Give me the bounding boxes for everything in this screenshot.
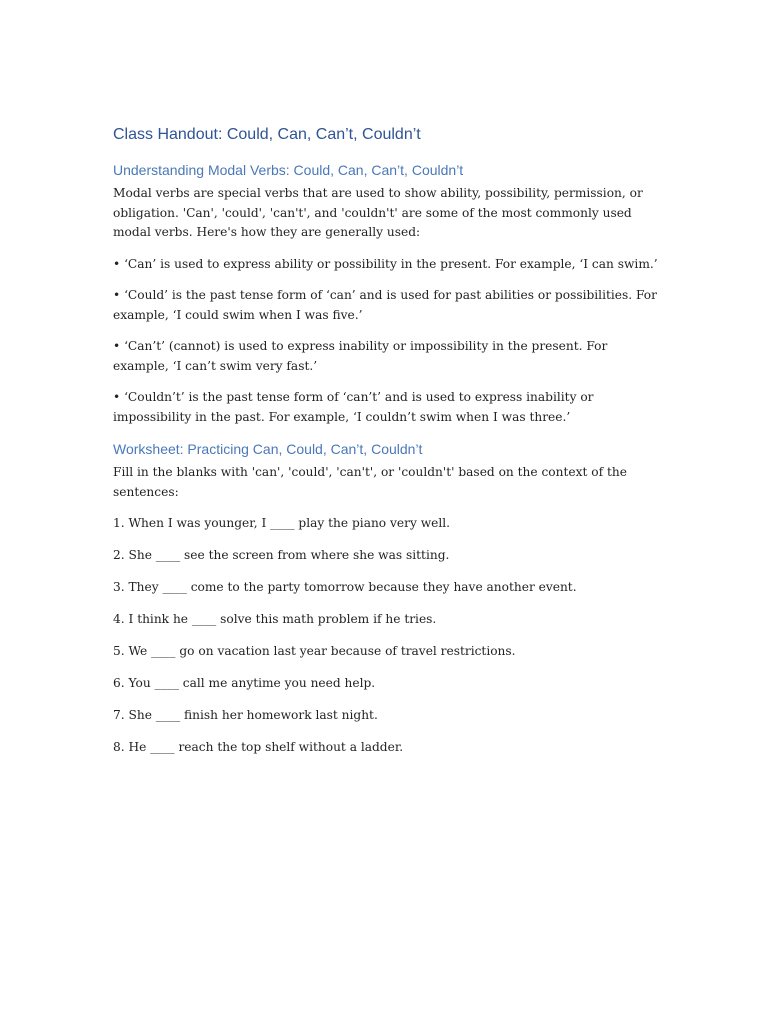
document-page	[113, 124, 658, 770]
worksheet-item: 3. They ____ come to the party tomorrow because they have another event.	[113, 580, 577, 594]
bullet-can: • ‘Can’ is used to express ability or possibility in the present. For example, ‘I can swim.’	[113, 256, 658, 271]
intro-paragraph: Modal verbs are special verbs that are used to show ability, possibility, permission, or obligation. 'Can', 'could', 'can't', and 'couldn't' are some of the most commonly used modal verbs. Here's how they are generally used:	[113, 186, 643, 239]
section-heading-worksheet: Worksheet: Practicing Can, Could, Can’t, Couldn’t	[113, 441, 423, 457]
worksheet-item: 4. I think he ____ solve this math problem if he tries.	[113, 612, 437, 626]
worksheet-item: 1. When I was younger, I ____ play the piano very well.	[113, 516, 451, 530]
bullet-cant: • ‘Can’t’ (cannot) is used to express inability or impossibility in the present. For example, ‘I can’t swim very fast.’	[113, 339, 608, 373]
bullet-couldnt: • ‘Couldn’t’ is the past tense form of ‘can’t’ and is used to express inability or impossibility in the past. For example, ‘I couldn’t swim when I was three.’	[113, 390, 594, 424]
document-title: Class Handout: Could, Can, Can’t, Couldn’t	[113, 126, 421, 143]
worksheet-instructions: Fill in the blanks with 'can', 'could', 'can't', or 'couldn't' based on the context of the sentences:	[113, 465, 627, 499]
worksheet-item: 2. She ____ see the screen from where she was sitting.	[113, 548, 450, 562]
worksheet-item: 8. He ____ reach the top shelf without a ladder.	[113, 740, 404, 754]
worksheet-item: 5. We ____ go on vacation last year because of travel restrictions.	[113, 644, 516, 658]
section-heading-modal-verbs: Understanding Modal Verbs: Could, Can, Can’t, Couldn’t	[113, 162, 464, 178]
worksheet-item: 7. She ____ finish her homework last night.	[113, 708, 378, 722]
worksheet-item: 6. You ____ call me anytime you need help.	[113, 676, 376, 690]
bullet-could: • ‘Could’ is the past tense form of ‘can’ and is used for past abilities or possibilities. For example, ‘I could swim when I was five.’	[113, 288, 657, 322]
